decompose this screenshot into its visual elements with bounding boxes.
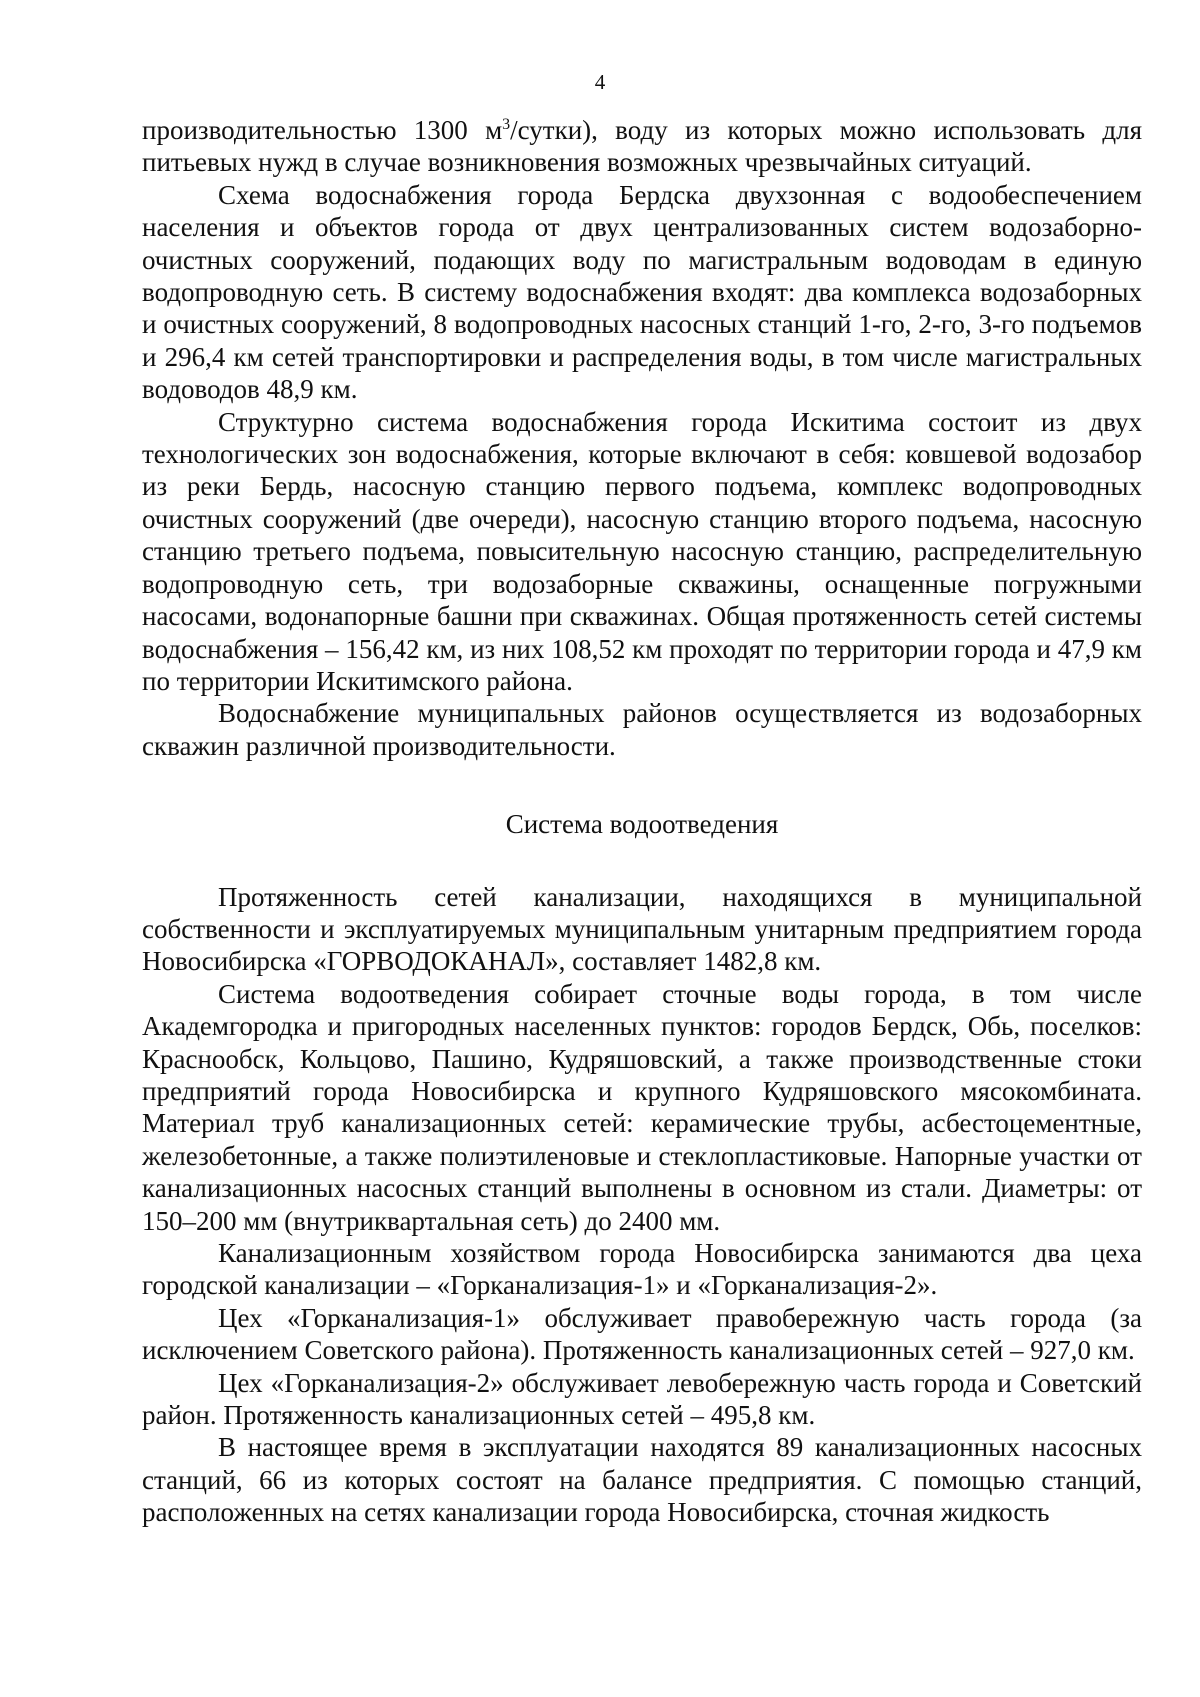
page-number: 4 xyxy=(594,70,606,94)
paragraph-text: /сутки), воду из которых можно использовать для питьевых нужд в случае возникновения возможных чрезвычайных ситуаций. xyxy=(142,115,1142,178)
paragraph-text: производительностью 1300 м xyxy=(142,115,503,145)
paragraph: Протяженность сетей канализации, находящихся в муниципальной собственности и эксплуатируемых муниципальным унитарным предприятием города Новосибирска «ГОРВОДОКАНАЛ», составляет 1482,8 км. xyxy=(142,881,1142,977)
paragraph: Цех «Горканализация-2» обслуживает левобережную часть города и Советский район. Протяженность канализационных сетей – 495,8 км. xyxy=(142,1367,1142,1431)
paragraph: Структурно система водоснабжения города Искитима состоит из двух технологических зон водоснабжения, которые включают в себя: ковшевой водозабор из реки Бердь, насосную станцию первого подъема, комплекс водопроводных очистных сооружений (две очереди), насосную станцию второго подъема, насосную станцию третьего подъема, повысительную насосную станцию, распределительную водопроводную сеть, три водозаборные скважины, оснащенные погружными насосами, водонапорные башни при скважинах. Общая протяженность сетей системы водоснабжения – 156,42 км, из них 108,52 км проходят по территории города и 47,9 км по территории Искитимского района. xyxy=(142,406,1142,696)
paragraph: Канализационным хозяйством города Новосибирска занимаются два цеха городской канализации – «Горканализация-1» и «Горканализация-2». xyxy=(142,1238,1142,1301)
paragraph: В настоящее время в эксплуатации находятся 89 канализационных насосных станций, 66 из которых состоят на балансе предприятия. С помощью станций, расположенных на сетях канализации города Новосибирска, сточная жидкость xyxy=(142,1432,1142,1528)
section-heading: Система водоотведения xyxy=(505,809,779,840)
document-body xyxy=(142,114,1142,1529)
paragraph xyxy=(142,114,1142,179)
superscript: 3 xyxy=(502,116,511,133)
paragraph: Система водоотведения собирает сточные воды города, в том числе Академгородка и пригородных населенных пунктов: городов Бердск, Обь, поселков: Краснообск, Кольцово, Пашино, Кудряшовский, а также производственные стоки предприятий города Новосибирска и крупного Кудряшовского мясокомбината. Материал труб канализационных сетей: керамические трубы, асбестоцементные, железобетонные, а также полиэтиленовые и стеклопластиковые. Напорные участки от канализационных насосных станций выполнены в основном из стали. Диаметры: от 150–200 мм (внутриквартальная сеть) до 2400 мм. xyxy=(142,978,1142,1236)
paragraph: Водоснабжение муниципальных районов осуществляется из водозаборных скважин различной производительности. xyxy=(142,698,1142,761)
paragraph: Схема водоснабжения города Бердска двухзонная с водообеспечением населения и объектов города от двух централизованных систем водозаборно-очистных сооружений, подающих воду по магистральным водоводам в единую водопроводную сеть. В систему водоснабжения входят: два комплекса водозаборных и очистных сооружений, 8 водопроводных насосных станций 1-го, 2-го, 3-го подъемов и 296,4 км сетей транспортировки и распределения воды, в том числе магистральных водоводов 48,9 км. xyxy=(142,179,1142,405)
paragraph: Цех «Горканализация-1» обслуживает правобережную часть города (за исключением Советского района). Протяженность канализационных сетей – 927,0 км. xyxy=(142,1302,1142,1366)
